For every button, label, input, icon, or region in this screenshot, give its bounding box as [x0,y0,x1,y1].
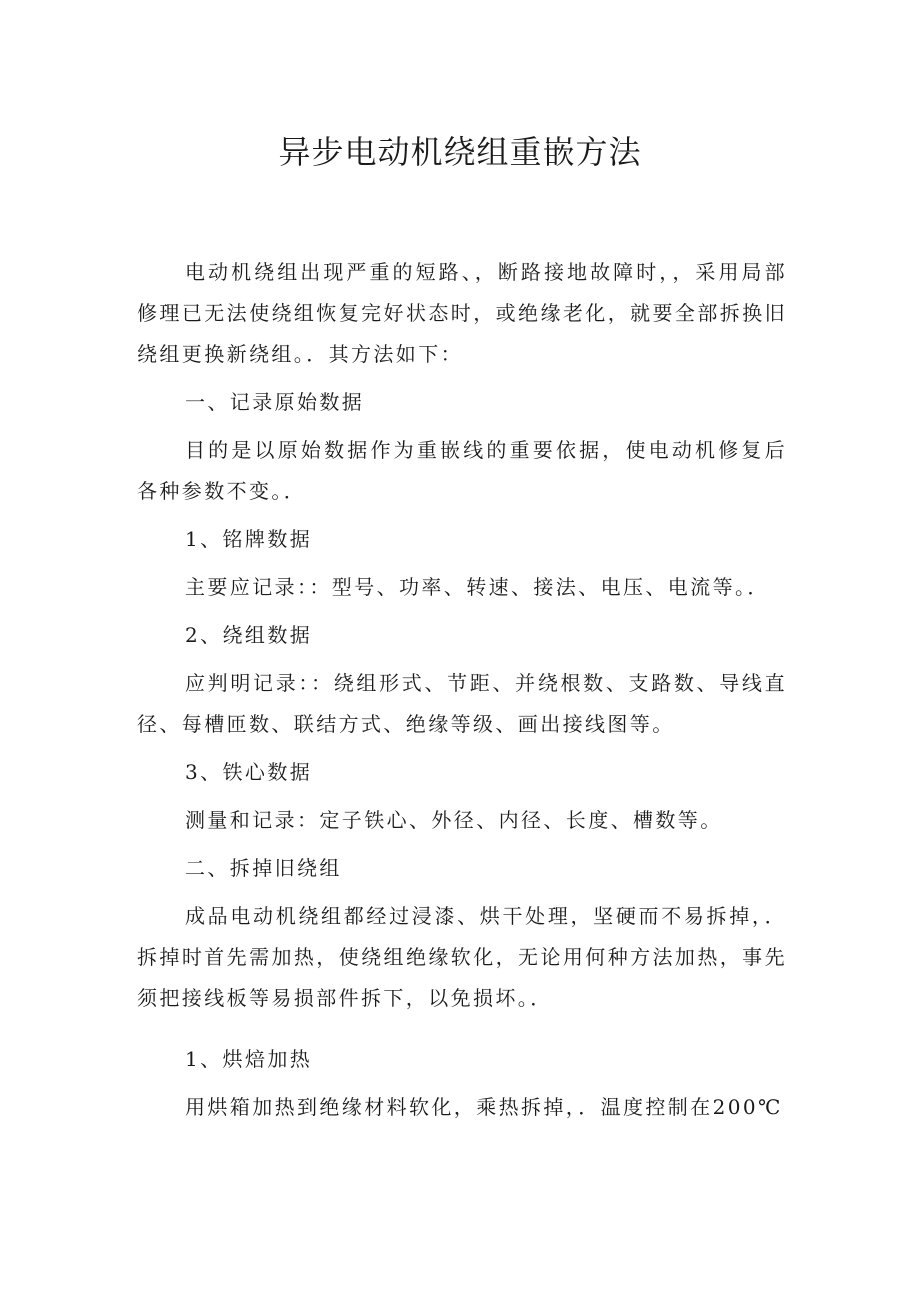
paragraph-remove-old-winding: 成品电动机绕组都经过浸漆、烘干处理，坚硬而不易拆掉，．拆掉时首先需加热，使绕组绝缘软化，无论用何种方法加热，事先须把接线板等易损部件拆下，以免损坏。． [137,904,787,1010]
heading-winding-data: 2、绕组数据 [185,623,313,647]
paragraph-nameplate-items: 主要应记录：：型号、功率、转速、接法、电压、电流等。． [185,575,770,599]
paragraph-purpose: 目的是以原始数据作为重嵌线的重要依据，使电动机修复后各种参数不变。． [137,438,787,503]
paragraph-core-items: 测量和记录：定子铁心、外径、内径、长度、槽数等。 [185,808,723,832]
document-title: 异步电动机绕组重嵌方法 [278,133,642,171]
heading-baking-heating: 1、烘焙加热 [185,1047,313,1071]
paragraph-winding-items: 应判明记录：：绕组形式、节距、并绕根数、支路数、导线直径、每槽匝数、联结方式、绝缘等级、画出接线图等。 [137,671,787,736]
heading-nameplate-data: 1、铭牌数据 [185,527,313,551]
paragraph-baking-heating: 用烘箱加热到绝缘材料软化，乘热拆掉，．温度控制在200℃ [185,1095,783,1119]
heading-remove-old-winding: 二、拆掉旧绕组 [185,856,342,880]
heading-core-data: 3、铁心数据 [185,760,313,784]
heading-record-original-data: 一、记录原始数据 [185,390,365,414]
document-body [137,252,787,1135]
paragraph-intro: 电动机绕组出现严重的短路、，断路接地故障时，，采用局部修理已无法使绕组恢复完好状态时，或绝缘老化，就要全部拆换旧绕组更换新绕组。．其方法如下： [137,260,787,366]
